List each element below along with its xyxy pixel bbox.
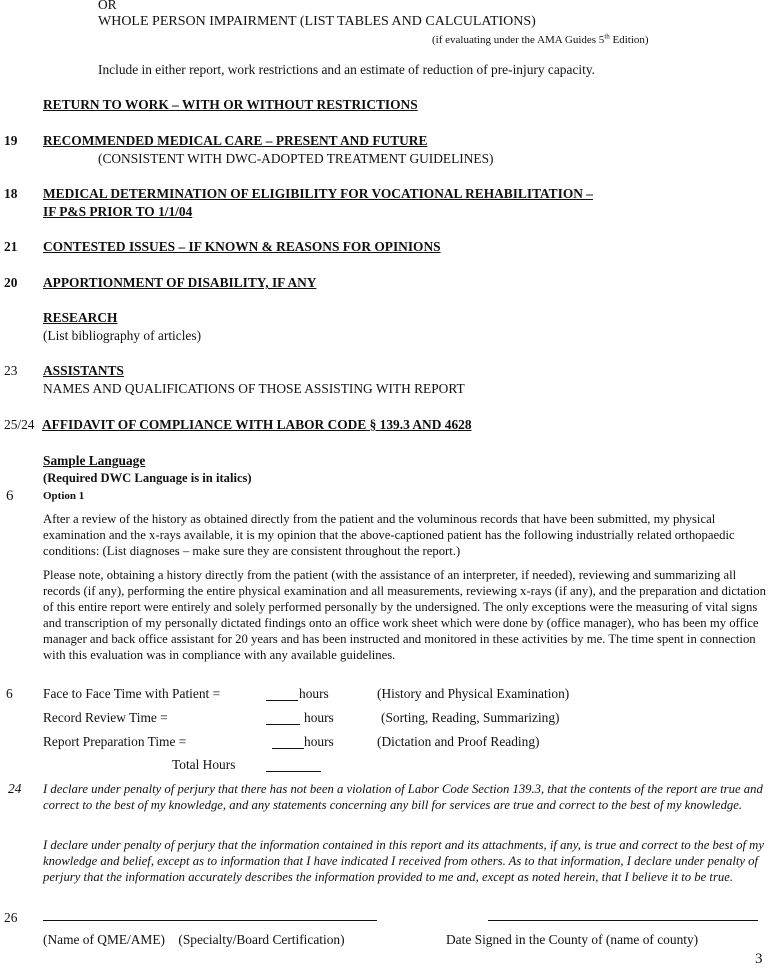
voc-rehab-heading-line2: IF P&S PRIOR TO 1/1/04 <box>43 204 193 219</box>
affidavit-heading: AFFIDAVIT OF COMPLIANCE WITH LABOR CODE § 139.3 AND 4628 <box>42 417 472 432</box>
apportionment-heading: APPORTIONMENT OF DISABILITY, IF ANY <box>43 275 317 290</box>
sample-language-title: Sample Language <box>43 453 146 468</box>
affidavit-number: 25/24 <box>4 417 35 432</box>
signature-caption-left: (Name of QME/AME) (Specialty/Board Certification) <box>43 932 345 947</box>
assistants-subheading: NAMES AND QUALIFICATIONS OF THOSE ASSISTING WITH REPORT <box>43 381 465 396</box>
medical-care-subheading: (CONSISTENT WITH DWC-ADOPTED TREATMENT GUIDELINES) <box>98 151 494 166</box>
signature-line-right <box>488 920 758 921</box>
return-to-work-heading: RETURN TO WORK – WITH OR WITHOUT RESTRICTIONS <box>43 97 418 112</box>
whole-person-heading: WHOLE PERSON IMPAIRMENT (LIST TABLES AND CALCULATIONS) <box>98 14 536 29</box>
medical-care-heading: RECOMMENDED MEDICAL CARE – PRESENT AND FUTURE <box>43 133 428 148</box>
research-heading: RESEARCH <box>43 310 118 325</box>
declaration-1: I declare under penalty of perjury that there has not been a violation of Labor Code Section 139.3, that the contents of the report are true and correct to the best of my knowledge, and any statements concerning any bill for services are true and correct to the best of my knowledge. <box>43 782 763 812</box>
time-row-desc: (Sorting, Reading, Summarizing) <box>381 710 560 725</box>
time-blank-line <box>266 700 298 701</box>
assistants-number: 23 <box>4 363 18 378</box>
total-hours-line <box>266 771 321 772</box>
option-label: Option 1 <box>43 490 85 502</box>
medical-care-number: 19 <box>4 133 18 148</box>
time-row-label: Record Review Time = <box>43 710 168 725</box>
time-row-desc: (History and Physical Examination) <box>377 686 570 701</box>
apportionment-number: 20 <box>4 275 18 290</box>
sample-number: 6 <box>6 488 14 504</box>
time-blank-line <box>266 724 300 725</box>
declaration-2: I declare under penalty of perjury that the information contained in this report and its attachments, if any, is true and correct to the best of my knowledge and belief, except as to information that I have indicated I received from others. As to that information, I declare under penalty of perjury that the information accurately describes the information provided to me and, except as noted herein, that I believe it to be true. <box>43 838 764 884</box>
time-table-number: 6 <box>6 686 13 701</box>
sample-paragraph-2: Please note, obtaining a history directly from the patient (with the assistance of an interpreter, if needed), reviewing and summarizing all records (if any), performing the entire physical examination and all measurements, reviewing x-rays (if any), and the preparation and dictation of this entire report were entirely and solely performed personally by the undersigned. The only exceptions were the measuring of vital signs and transcription of my personally dictated findings onto an office work sheet which were done by (office manager), who has been my office manager and back office assistant for 20 years and has been instructed and monitored in these activities by me. The time spent in connection with this evaluation was in compliance with any available guidelines. <box>43 568 766 662</box>
assistants-heading: ASSISTANTS <box>43 363 124 378</box>
contested-number: 21 <box>4 239 18 254</box>
time-row-unit: hours <box>304 734 334 749</box>
total-hours-label: Total Hours <box>172 757 236 772</box>
sample-paragraph-1: After a review of the history as obtained directly from the patient and the voluminous records that have been submitted, my physical examination and the x-rays available, it is my opinion that the above-captioned patient has the following industrially related orthopaedic conditions: (List diagnoses – make sure they are consistent throughout the report.) <box>43 512 735 558</box>
page-number: 3 <box>755 951 763 967</box>
sample-language-subtitle: (Required DWC Language is in italics) <box>43 471 252 485</box>
time-row-desc: (Dictation and Proof Reading) <box>377 734 540 749</box>
time-row-unit: hours <box>299 686 329 701</box>
time-row-label: Face to Face Time with Patient = <box>43 686 221 701</box>
declaration-number: 24 <box>8 781 22 796</box>
include-note: Include in either report, work restrictions and an estimate of reduction of pre-injury capacity. <box>98 62 596 77</box>
time-row-unit: hours <box>304 710 334 725</box>
time-row-label: Report Preparation Time = <box>43 734 187 749</box>
voc-rehab-number: 18 <box>4 186 18 201</box>
contested-heading: CONTESTED ISSUES – IF KNOWN & REASONS FOR OPINIONS <box>43 239 441 254</box>
signature-caption-right: Date Signed in the County of (name of county) <box>446 932 699 947</box>
research-subheading: (List bibliography of articles) <box>43 328 202 343</box>
or-text: OR <box>98 0 117 12</box>
time-blank-line <box>272 748 304 749</box>
ama-note: (if evaluating under the AMA Guides 5th Edition) <box>432 32 649 46</box>
voc-rehab-heading-line1: MEDICAL DETERMINATION OF ELIGIBILITY FOR VOCATIONAL REHABILITATION – <box>43 186 593 201</box>
signature-line-left <box>43 920 377 921</box>
signature-number: 26 <box>4 910 18 925</box>
